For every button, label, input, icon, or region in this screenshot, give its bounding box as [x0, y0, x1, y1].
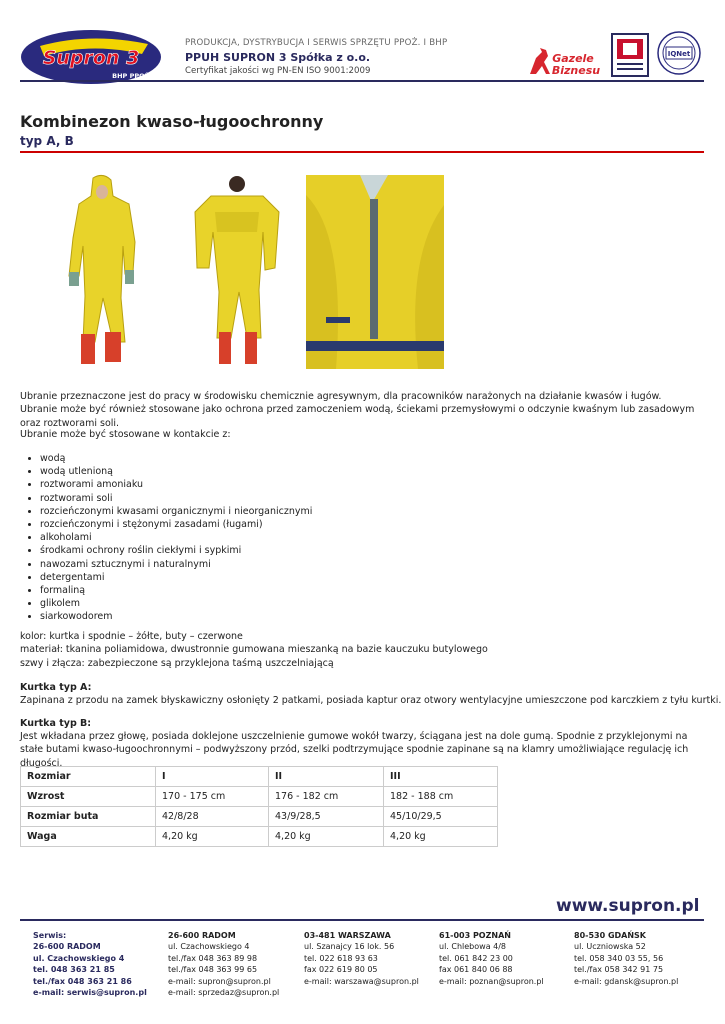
table-cell: 45/10/29,5	[384, 807, 498, 827]
list-item: • roztworami soli	[40, 492, 312, 505]
footer-service-column	[33, 930, 147, 998]
footer-radom-column	[168, 930, 279, 998]
table-cell: Rozmiar buta	[21, 807, 156, 827]
table-cell: Wzrost	[21, 787, 156, 807]
logo-subtext: BHP PPOŻ.	[112, 72, 152, 80]
list-item: • wodą	[40, 452, 312, 465]
footer-email[interactable]: e-mail: sprzedaz@supron.pl	[168, 988, 280, 998]
iqnet-badge	[657, 31, 701, 75]
footer-email[interactable]: e-mail: supron@supron.pl	[168, 976, 271, 986]
company-name: PPUH SUPRON 3 Spółka z o.o.	[185, 51, 371, 64]
header-divider	[20, 80, 704, 82]
table-cell: 43/9/28,5	[269, 807, 384, 827]
table-cell: 4,20 kg	[156, 827, 269, 847]
table-row	[21, 807, 498, 827]
footer-gdansk-column	[574, 930, 678, 987]
footer-line: Serwis:	[33, 931, 67, 940]
product-properties	[20, 630, 488, 670]
page-subtitle: typ A, B	[20, 134, 74, 148]
footer-line: 26-600 RADOM	[33, 942, 101, 952]
list-item: • detergentami	[40, 571, 312, 584]
table-cell: III	[384, 767, 498, 787]
list-item: • alkoholami	[40, 531, 312, 544]
list-item: • rozcieńczonymi i stężonymi zasadami (ługami)	[40, 518, 312, 531]
material-spec: materiał: tkanina poliamidowa, dwustronnie gumowana mieszanką na bazie kauczuku butylowego	[20, 644, 488, 656]
table-row	[21, 767, 498, 787]
seams-spec: szwy i złącza: zabezpieczone są przyklejona taśmą uszczelniającą	[20, 657, 334, 669]
list-item: • formaliną	[40, 584, 312, 597]
footer-poznan-column	[439, 930, 544, 987]
company-logo	[20, 28, 162, 86]
list-item: • glikolem	[40, 597, 312, 610]
table-cell: 4,20 kg	[269, 827, 384, 847]
list-item: • nawozami sztucznymi i naturalnymi	[40, 558, 312, 571]
footer-city: 03-481 WARSZAWA	[304, 931, 391, 940]
footer-city: 80-530 GDAŃSK	[574, 931, 646, 940]
table-cell: Waga	[21, 827, 156, 847]
footer-line: tel. 022 618 93 63	[304, 953, 378, 963]
list-item: • rozcieńczonymi kwasami organicznymi i nieorganicznymi	[40, 505, 312, 518]
footer-line: tel. 048 363 21 85	[33, 965, 115, 975]
type-b-text: Jest wkładana przez głowę, posiada doklejone uszczelnienie gumowe wokół twarzy, ściągana jest na dole gumą. Spodnie z przyklejonymi na stałe butami kwaso-ługoochronnymi – podwyższony przód, szelki podtrzymujące spodnie zapinane są na klamry umożliwiające regulację ich długości.	[20, 731, 689, 769]
footer-line: tel. 058 340 03 55, 56	[574, 953, 664, 963]
type-a-text: Zapinana z przodu na zamek błyskawiczny osłonięty 2 patkami, posiada kaptur oraz otwory wentylacyjne umieszczone pod karczkiem z tyłu kurtki.	[20, 695, 722, 706]
header-tagline: PRODUKCJA, DYSTRYBUCJA I SERWIS SPRZĘTU PPOŻ. I BHP	[185, 38, 448, 48]
contact-list	[20, 452, 312, 624]
footer-divider	[20, 919, 704, 921]
footer-warszawa-column	[304, 930, 419, 987]
footer-city: 61-003 POZNAŃ	[439, 931, 511, 940]
product-photo-detail	[306, 175, 444, 369]
product-photo-front	[55, 172, 145, 372]
size-table	[20, 766, 498, 847]
footer-line: tel./fax 048 363 99 65	[168, 965, 258, 975]
color-spec: kolor: kurtka i spodnie – żółte, buty – czerwone	[20, 631, 243, 642]
svg-text:Gazele: Gazele	[552, 52, 594, 65]
footer-line: tel. 061 842 23 00	[439, 953, 513, 963]
table-cell: I	[156, 767, 269, 787]
table-cell: 170 - 175 cm	[156, 787, 269, 807]
contact-intro: Ubranie może być stosowane w kontakcie z:	[20, 429, 231, 440]
title-divider	[20, 151, 704, 153]
footer-email[interactable]: e-mail: gdansk@supron.pl	[574, 976, 679, 986]
footer-line: ul. Chlebowa 4/8	[439, 942, 507, 952]
list-item: • środkami ochrony roślin ciekłymi i sypkimi	[40, 544, 312, 557]
footer-line: tel./fax 058 342 91 75	[574, 965, 664, 975]
list-item: • wodą utlenioną	[40, 465, 312, 478]
table-cell: Rozmiar	[21, 767, 156, 787]
page-title: Kombinezon kwaso-ługoochronny	[20, 112, 324, 131]
footer-line: ul. Czachowskiego 4	[33, 953, 125, 963]
footer-line: fax 022 619 80 05	[304, 965, 378, 975]
table-cell: 42/8/28	[156, 807, 269, 827]
footer-line: tel./fax 048 363 89 98	[168, 953, 258, 963]
certificate-text: Certyfikat jakości wg PN-EN ISO 9001:2009	[185, 66, 371, 76]
footer-email[interactable]: e-mail: poznan@supron.pl	[439, 976, 544, 986]
gazele-biznesu-logo	[526, 44, 602, 78]
table-cell: 182 - 188 cm	[384, 787, 498, 807]
footer-email[interactable]: e-mail: serwis@supron.pl	[33, 988, 147, 998]
table-cell: II	[269, 767, 384, 787]
table-row	[21, 827, 498, 847]
product-photo-back	[185, 172, 285, 372]
list-item: • roztworami amoniaku	[40, 478, 312, 491]
logo-text: Supron 3	[42, 47, 140, 69]
footer-line: fax 061 840 06 88	[439, 965, 513, 975]
type-a-heading: Kurtka typ A:	[20, 682, 92, 693]
intro-paragraph: Ubranie przeznaczone jest do pracy w środowisku chemicznie agresywnym, dla pracowników narażonych na działanie kwasów i ługów. Ubranie może być również stosowane jako ochrona przed zamoczeniem wodą, ściekami przemysłowymi o odczynie kwaśnym lub zasadowym oraz roztworami soli.	[20, 391, 695, 429]
list-item: • siarkowodorem	[40, 610, 312, 623]
footer-email[interactable]: e-mail: warszawa@supron.pl	[304, 976, 419, 986]
footer-city: 26-600 RADOM	[168, 931, 236, 940]
quality-certificate-badge	[611, 33, 649, 77]
footer-line: ul. Uczniowska 52	[574, 942, 646, 952]
type-b-heading: Kurtka typ B:	[20, 718, 92, 729]
footer-line: ul. Czachowskiego 4	[168, 942, 250, 952]
svg-text:Biznesu: Biznesu	[551, 64, 601, 77]
table-cell: 176 - 182 cm	[269, 787, 384, 807]
website-url[interactable]: www.supron.pl	[556, 896, 700, 916]
iqnet-text: IQNet	[667, 50, 691, 58]
footer-line: tel./fax 048 363 21 86	[33, 976, 132, 986]
table-cell: 4,20 kg	[384, 827, 498, 847]
table-row	[21, 787, 498, 807]
footer-line: ul. Szanajcy 16 lok. 56	[304, 942, 395, 952]
